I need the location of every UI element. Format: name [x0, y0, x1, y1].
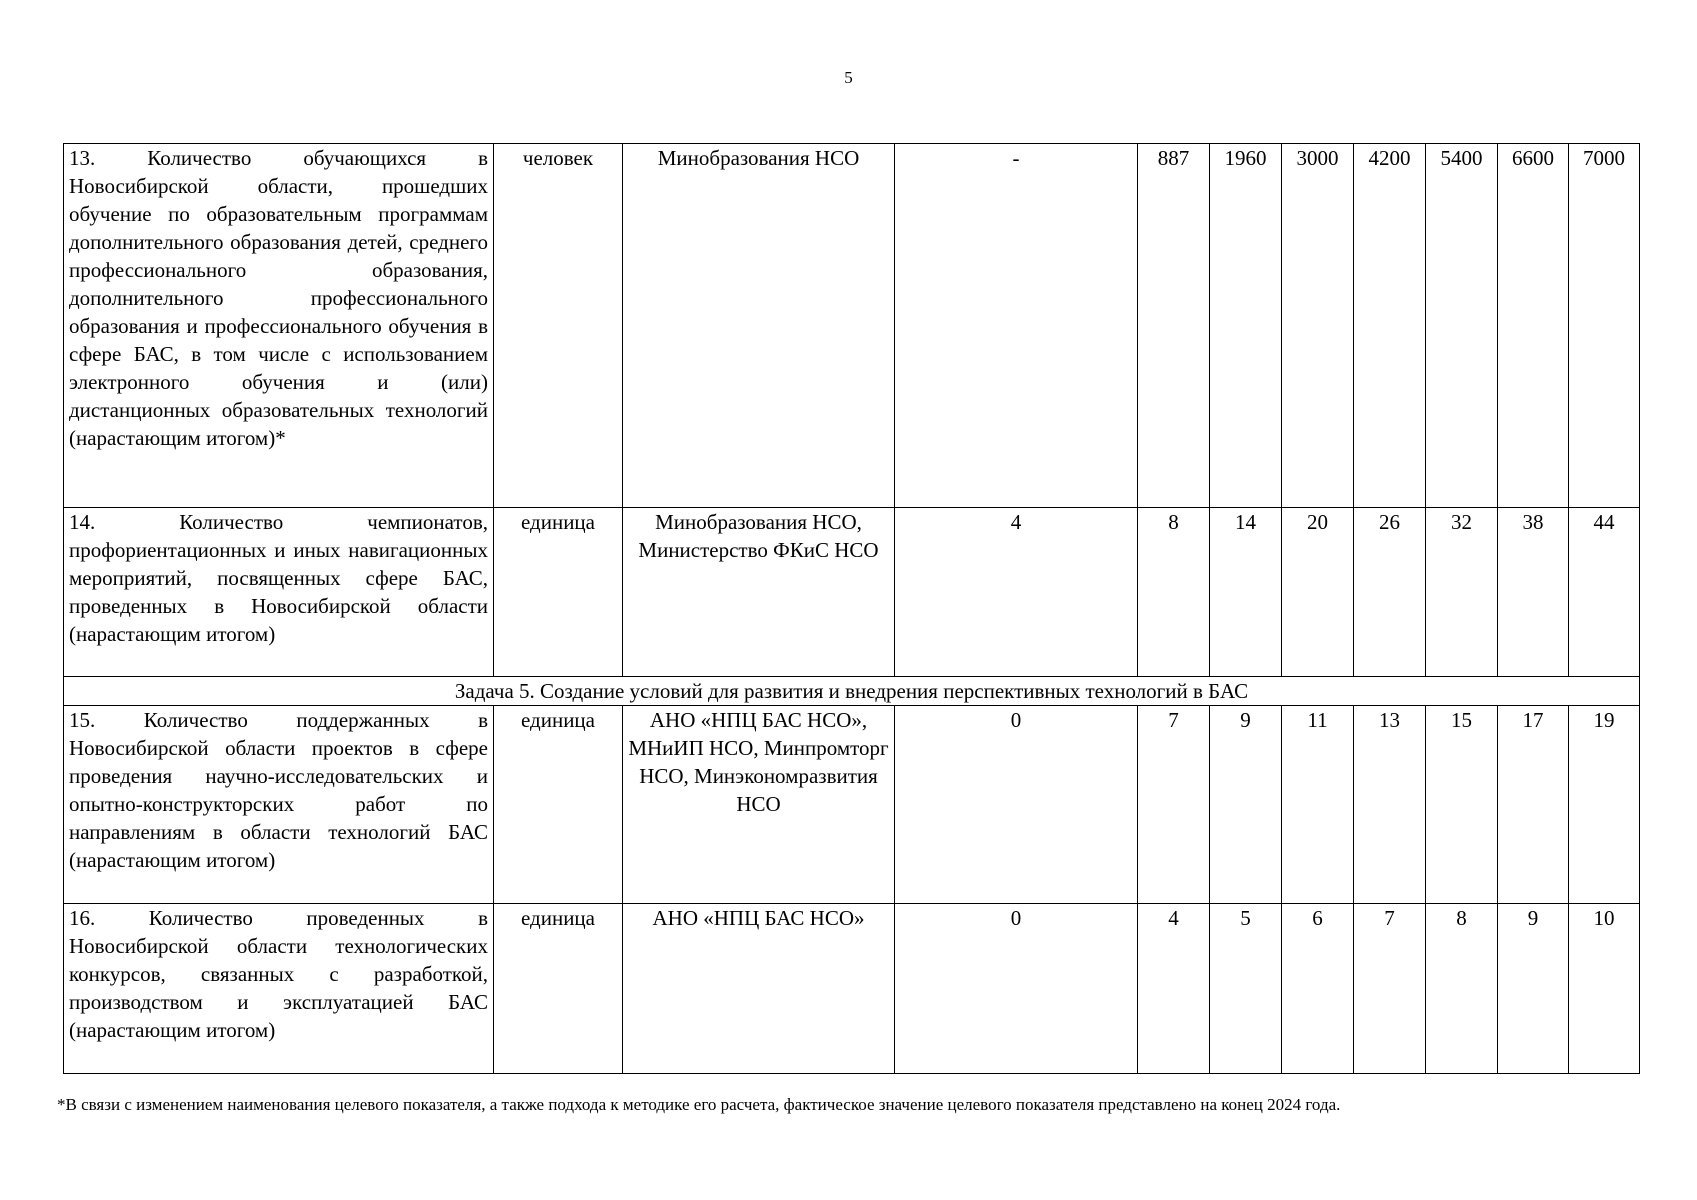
base-value-cell: 0	[895, 706, 1138, 904]
value-cell: 6	[1282, 904, 1354, 1074]
value-cell: 5400	[1426, 144, 1498, 508]
indicators-table	[63, 143, 1640, 1074]
responsible-cell: АНО «НПЦ БАС НСО», МНиИП НСО, Минпромторг НСО, Минэкономразвития НСО	[623, 706, 895, 904]
responsible-cell: Минобразования НСО, Министерство ФКиС НСО	[623, 508, 895, 677]
table-row	[64, 508, 1640, 677]
value-cell: 19	[1569, 706, 1640, 904]
responsible-cell: Минобразования НСО	[623, 144, 895, 508]
value-cell: 7	[1354, 904, 1426, 1074]
table-row	[64, 706, 1640, 904]
indicator-name: 13. Количество обучающихся в Новосибирской области, прошедших обучение по образовательным программам дополнительного образования детей, среднего профессионального образования, дополнительного профессионального образования и профессионального обучения в сфере БАС, в том числе с использованием электронного обучения и (или) дистанционных образовательных технологий (нарастающим итогом)*	[64, 144, 494, 508]
value-cell: 11	[1282, 706, 1354, 904]
value-cell: 4200	[1354, 144, 1426, 508]
value-cell: 15	[1426, 706, 1498, 904]
unit-cell: единица	[494, 508, 623, 677]
value-cell: 17	[1498, 706, 1569, 904]
value-cell: 10	[1569, 904, 1640, 1074]
page-number: 5	[844, 68, 853, 87]
unit-cell: единица	[494, 706, 623, 904]
value-cell: 1960	[1210, 144, 1282, 508]
responsible-cell: АНО «НПЦ БАС НСО»	[623, 904, 895, 1074]
value-cell: 8	[1426, 904, 1498, 1074]
value-cell: 20	[1282, 508, 1354, 677]
value-cell: 887	[1138, 144, 1210, 508]
value-cell: 13	[1354, 706, 1426, 904]
value-cell: 38	[1498, 508, 1569, 677]
task-row	[64, 677, 1640, 706]
value-cell: 9	[1498, 904, 1569, 1074]
table-row	[64, 904, 1640, 1074]
indicator-name: 15. Количество поддержанных в Новосибирской области проектов в сфере проведения научно-исследовательских и опытно-конструкторских работ по направлениям в области технологий БАС (нарастающим итогом)	[64, 706, 494, 904]
indicator-name: 14. Количество чемпионатов, профориентационных и иных навигационных мероприятий, посвященных сфере БАС, проведенных в Новосибирской области (нарастающим итогом)	[64, 508, 494, 677]
value-cell: 7000	[1569, 144, 1640, 508]
value-cell: 14	[1210, 508, 1282, 677]
base-value-cell: -	[895, 144, 1138, 508]
value-cell: 32	[1426, 508, 1498, 677]
base-value-cell: 0	[895, 904, 1138, 1074]
base-value-cell: 4	[895, 508, 1138, 677]
value-cell: 6600	[1498, 144, 1569, 508]
value-cell: 26	[1354, 508, 1426, 677]
value-cell: 7	[1138, 706, 1210, 904]
value-cell: 4	[1138, 904, 1210, 1074]
value-cell: 44	[1569, 508, 1640, 677]
value-cell: 9	[1210, 706, 1282, 904]
value-cell: 8	[1138, 508, 1210, 677]
task-title: Задача 5. Создание условий для развития и внедрения перспективных технологий в БАС	[64, 677, 1640, 706]
value-cell: 5	[1210, 904, 1282, 1074]
table-row	[64, 144, 1640, 508]
unit-cell: человек	[494, 144, 623, 508]
unit-cell: единица	[494, 904, 623, 1074]
indicator-name: 16. Количество проведенных в Новосибирской области технологических конкурсов, связанных с разработкой, производством и эксплуатацией БАС (нарастающим итогом)	[64, 904, 494, 1074]
footnote: *В связи с изменением наименования целевого показателя, а также подхода к методике его расчета, фактическое значение целевого показателя представлено на конец 2024 года.	[57, 1095, 1341, 1114]
value-cell: 3000	[1282, 144, 1354, 508]
